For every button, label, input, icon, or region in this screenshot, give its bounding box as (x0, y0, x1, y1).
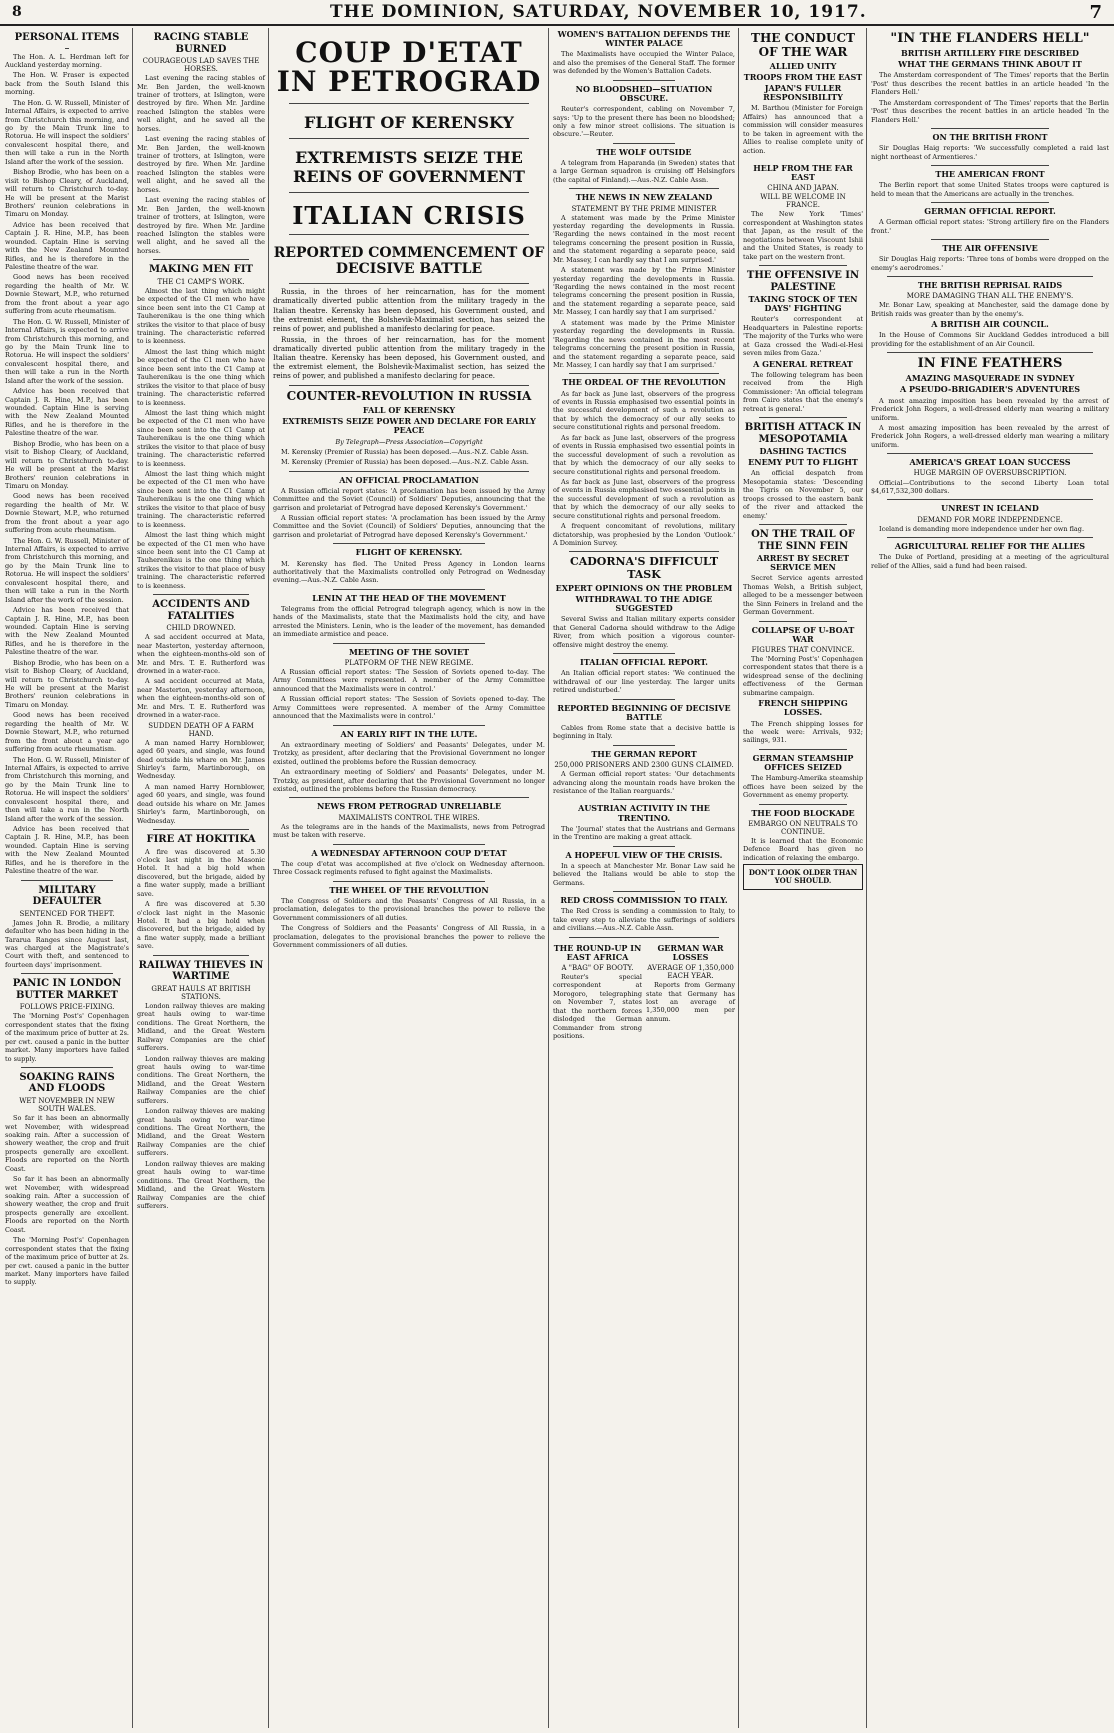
article-text: As far back as June last, observers of the progress of events in Russia emphasised two essential points in the successful development of such a revolution as that by which the democracy of our ally seeks to secure constitutional rights and personal freedom. (553, 477, 735, 520)
subheadline: 250,000 PRISONERS AND 2300 GUNS CLAIMED. (554, 761, 734, 770)
subheadline: ALLIED UNITY (769, 60, 837, 71)
subheadline: PLATFORM OF THE NEW REGIME. (344, 658, 474, 667)
divider (289, 283, 529, 284)
masthead (0, 0, 1114, 26)
article-text: The Congress of Soldiers and the Peasants' Congress of All Russia, in a proclamation, delegates to the provisional branches the power to relieve the Government commissioners of all duties. (273, 924, 545, 949)
column-rule (268, 28, 269, 1728)
article-text: A most amazing imposition has been revealed by the arrest of Frederick John Rogers, a well-dressed elderly man wearing a military uniform. (871, 423, 1109, 449)
divider (289, 192, 529, 193)
article-text: The 'Morning Post's' Copenhagen correspondent states that there is a widespread sense of the declining effectiveness of the German submarine campaign. (743, 655, 863, 697)
article-text: Reuter's correspondent, cabling on November 7, says: 'Up to the present there has been no bloodshed; only a few minor street collisions. The situation is obscure.'—Reuter. (553, 105, 735, 139)
column-rule (738, 28, 739, 1728)
subheadline: THE NEWS IN NEW ZEALAND (575, 192, 713, 203)
article-text: The Duke of Portland, presiding at a meeting of the agricultural relief of the Allies, said a fund had been raised. (871, 553, 1109, 570)
article-text: The Congress of Soldiers and the Peasants' Congress of All Russia, in a proclamation, delegates to the provisional branches the power to relieve the Government commissioners of all duties. (273, 896, 545, 922)
subheadline: WOMEN'S BATTALION DEFENDS THE WINTER PALACE (557, 29, 731, 49)
article-text: As far back as June last, observers of the progress of events in Russia emphasised two essential points in the successful development of such a revolution as that by which the democracy of our ally seeks to secure constitutional rights and personal freedom. (553, 389, 735, 432)
article-text: Almost the last thing which might be expected of the C1 men who have since been sent into the C1 Camp at Tauherenikau is the one thing which strikes the visitor to that place of busy training. The characteristic referred to is keenness. (137, 408, 265, 468)
subheadline: A HOPEFUL VIEW OF THE CRISIS. (565, 849, 723, 860)
subheadline: FOLLOWS PRICE-FIXING. (19, 1003, 115, 1012)
divider (613, 745, 675, 746)
divider (613, 80, 675, 81)
article-text: A sad accident occurred at Mata, near Masterton, yesterday afternoon, when the eighteen-months-old son of Mr. and Mrs. T. E. Rutherford was drowned in a water-race. (137, 677, 265, 720)
subheadline: CHINA AND JAPAN. (767, 184, 839, 193)
article-text: It is learned that the Economic Defence Board has given no indication of relaxing the embargo. (743, 836, 863, 862)
divider (153, 829, 249, 830)
article-text: The Amsterdam correspondent of 'The Times' reports that the Berlin 'Post' thus describes the recent battles in an article headed 'In the Flanders Hell.' (871, 98, 1109, 124)
article-text: A Russian official report states: 'The Session of Soviets opened to-day. The Army Committees were represented. A member of the Army Committee announced that the Maximalists were in control.' (273, 667, 545, 693)
article-text: Iceland is demanding more independence under her own flag. (879, 524, 1085, 533)
subheadline: BRITISH ARTILLERY FIRE DESCRIBED (901, 47, 1079, 58)
subheadline: UNREST IN ICELAND (941, 503, 1039, 514)
article-text: The 'Journal' states that the Austrians and Germans in the Trentino are making a great attack. (553, 824, 735, 842)
subheadline: COLLAPSE OF U-BOAT WAR (751, 624, 855, 644)
article-text: Secret Service agents arrested Thomas Welsh, a British subject, alleged to be a messenger between the Sinn Feiners in Ireland and the German Government. (743, 574, 863, 617)
column-rule (548, 28, 549, 1728)
divider (65, 48, 69, 49)
article-text: A Russian official report states: 'The Session of Soviets opened to-day. The Army Committees were represented. A member of the Army Committee announced that the Maximalists were in control.' (273, 695, 545, 721)
article-text: So far it has been an abnormally wet November, with widespread soaking rain. After a succession of showery weather, the crop and fruit prospects generally are excellent. Floods are reported on the North Coast. (5, 1175, 129, 1234)
article-text: Good news has been received regarding the health of Mr. W. Downie Stewart, M.P., who returned from the front about a year ago suffering from acute rheumatism. (5, 273, 129, 316)
subheadline: GREAT HAULS AT BRITISH STATIONS. (151, 984, 251, 1001)
lead-text: Russia, in the throes of her reincarnation, has for the moment dramatically diverted public attention from the military tragedy in the Italian theatre. Kerensky has been deposed, his Government ousted, and the extremist element, the Bolshevik-Maximalist section, has seized the reins of power, and published a manifesto declaring for peace. (273, 335, 545, 381)
lead-text: Russia, in the throes of her reincarnation, has for the moment dramatically diverted public attention from the military tragedy in the Italian theatre. Kerensky has been deposed, his Government ousted, and the extremist element, the Bolshevik-Maximalist section, has seized the reins of power, and published a manifesto declaring for peace. (273, 288, 545, 333)
subheadline: FLIGHT OF KERENSKY. (355, 547, 463, 558)
article-text: A German official report states: 'Strong artillery fire on the Flanders front.' (871, 218, 1109, 235)
subheadline: THE ORDEAL OF THE REVOLUTION (562, 377, 726, 388)
divider (613, 799, 675, 800)
article-text: A man named Harry Hornblower, aged 60 years, and single, was found dead outside his whare on Mr. James Shirley's farm, Martinborough, on Wednesday. (137, 738, 265, 781)
divider (887, 276, 1093, 277)
subheadline: EMBARGO ON NEUTRALS TO CONTINUE. (748, 819, 858, 836)
article-text: The 'Morning Post's' Copenhagen correspondent states that the fixing of the maximum price of butter at 2s. per cwt. caused a panic in the butter market. Many importers have failed to supply. (5, 1236, 129, 1287)
article-text: A statement was made by the Prime Minister yesterday regarding the developments in Russia. 'Regarding the news contained in the most recent telegrams concerning the present position in Russia, and the statement regarding a separate peace, said Mr. Massey, I can hardly say that I am surprised.' (553, 266, 735, 317)
subheadline: WITHDRAWAL TO THE ADIGE SUGGESTED (575, 593, 713, 614)
article-text: Official—Contributions to the second Liberty Loan total $4,617,532,300 dollars. (871, 478, 1109, 495)
subheadline: ITALIAN OFFICIAL REPORT. (580, 657, 708, 668)
article-text: Almost the last thing which might be expected of the C1 men who have since been sent into the C1 Camp at Tauherenikau is the one thing which strikes the visitor to that place of busy training. The characteristic referred to is keenness. (137, 531, 265, 590)
article-text: In a speech at Manchester Mr. Bonar Law said he believed the Italians would be able to stop the Germans. (553, 861, 735, 887)
article-text: The Hon. G. W. Russell, Minister of Internal Affairs, is expected to arrive from Christchurch this morning, and go by the Main Trunk line to Rotorua. He will inspect the soldiers' convalescent hospital there, and then will take a run in the North Island after the work of the session. (5, 98, 129, 166)
article-text: An extraordinary meeting of Soldiers' and Peasants' Delegates, under M. Trotzky, as president, after declaring that the Provisional Government no longer existed, outlined the problems before the Russian democracy. (273, 768, 545, 793)
divider (289, 103, 529, 104)
divider (931, 239, 1049, 240)
divider (153, 594, 249, 595)
article-text: Mr. Bonar Law, speaking at Manchester, said the damage done by British raids was greater than by the enemy's. (871, 301, 1109, 318)
article-text: The New York 'Times' correspondent at Washington states that Japan, as the result of the negotiations between Viscount Ishii and the United States, is ready to take part on the western front. (743, 210, 863, 261)
headline-fire-hokitika: FIRE AT HOKITIKA (146, 834, 256, 846)
column-6 (868, 28, 1112, 1728)
divider (289, 471, 529, 472)
subheadline: DEMAND FOR MORE INDEPENDENCE. (917, 515, 1063, 524)
divider (333, 881, 485, 882)
divider (887, 499, 1093, 500)
article-text: A man named Harry Hornblower, aged 60 years, and single, was found dead outside his whare on Mr. James Shirley's farm, Martinborough, on Wednesday. (137, 782, 265, 825)
subheadline: NO BLOODSHED—SITUATION OBSCURE. (575, 83, 713, 103)
article-text: As the telegrams are in the hands of the Maximalists, news from Petrograd must be taken with reserve. (273, 822, 545, 840)
divider (613, 143, 675, 144)
divider (153, 955, 249, 956)
subheadline: THE C1 CAMP'S WORK. (157, 277, 245, 286)
divider (569, 551, 719, 552)
article-text: Advice has been received that Captain J. R. Hine, M.P., has been wounded. Captain Hine is serving with the New Zealand Mounted Rifles, and he is therefore in the Palestine theatre of the war. (5, 387, 129, 438)
subheadline: SENTENCED FOR THEFT. (19, 909, 115, 918)
article-text: M. Kerensky has fled. The United Press Agency in London learns authoritatively that the Maximalists controlled only Petrograd on Wednesday evening.—Aus.-N.Z. Cable Assn. (273, 559, 545, 585)
divider (613, 846, 675, 847)
article-text: The Maximalists have occupied the Winter Palace, and also the premises of the General Staff. The former was defended by the Women's Battalion Cadets. (553, 50, 735, 76)
divider (887, 537, 1093, 538)
article-text: The coup d'etat was accomplished at five o'clock on Wednesday afternoon. Three Cossack regiments refused to fight against the Maximalists. (273, 859, 545, 877)
article-text: In the House of Commons Sir Auckland Geddes introduced a bill providing for the establishment of an Air Council. (871, 331, 1109, 348)
article-text: Advice has been received that Captain J. R. Hine, M.P., has been wounded. Captain Hine is serving with the New Zealand Mounted Rifles, and he is therefore in the Palestine theatre of the war. (5, 606, 129, 657)
divider (759, 621, 847, 622)
headline-personal-items: PERSONAL ITEMS (14, 32, 120, 43)
article-text: The Hon. W. Fraser is expected back from the South Island this morning. (5, 71, 129, 97)
subheadline: THE WHEEL OF THE REVOLUTION (329, 884, 489, 895)
article-text: The 'Morning Post's' Copenhagen correspondent states that the fixing of the maximum price of butter at 2s. per cwt. caused a panic in the butter market. Many importers have failed to supply. (5, 1012, 129, 1063)
column-rule (132, 28, 133, 1728)
headline-sinn-fein: ON THE TRAIL OF THE SINN FEIN (751, 529, 855, 552)
article-text: The French shipping losses for the week were: Arrivals, 932; sailings, 931. (743, 719, 863, 745)
subheadline: MEETING OF THE SOVIET (348, 646, 470, 657)
divider (333, 643, 485, 644)
article-text: So far it has been an abnormally wet November, with widespread soaking rain. After a succession of showery weather, the crop and fruit prospects generally are excellent. Floods are reported on the North Coast. (5, 1114, 129, 1173)
article-text: Reuter's special correspondent at Morogoro, telegraphing on November 7, states that the northern forces dislodged the German Commander from strong positions. (553, 973, 642, 1041)
headline-railway-thieves: RAILWAY THIEVES IN WARTIME (138, 959, 264, 983)
headline-military-defaulter: MILITARY DEFAULTER (32, 884, 102, 908)
article-text: Several Swiss and Italian military experts consider that General Cadorna should withdraw to the Adige River, from which position a vigorous counter-offensive might destroy the enemy. (553, 615, 735, 649)
column-2 (134, 28, 268, 1728)
subheadline: ARREST BY SECRET SERVICE MEN (756, 553, 850, 573)
article-text: Sir Douglas Haig reports: 'Three tons of bombs were dropped on the enemy's aerodromes.' (871, 255, 1109, 272)
divider (613, 891, 675, 892)
divider (931, 128, 1049, 129)
article-text: The Red Cross is sending a commission to Italy, to take every step to alleviate the sufferings of soldiers and civilians.—Aus.-N.Z. Cable Assn. (553, 907, 735, 933)
article-text: A Russian official report states: 'A proclamation has been issued by the Army Committee and the Soviet (Council) of Soldiers' Deputies, announcing that the garrison and proletariat of Petrograd have deposed Kerensky's Government.' (273, 486, 545, 512)
article-text: The Amsterdam correspondent of 'The Times' reports that the Berlin 'Post' thus describes the recent battles in an article headed 'In the Flanders Hell.' (871, 71, 1109, 97)
subheadline: AMAZING MASQUERADE IN SYDNEY (905, 373, 1075, 384)
article-text: London railway thieves are making great hauls owing to war-time conditions. The Great Northern, the Midland, and the Great Western Railway Companies are the chief sufferers. (137, 1107, 265, 1158)
article-text: Reports from Germany state that Germany has lost an average of 1,350,000 men per annum. (646, 981, 735, 1023)
subheadline: COURAGEOUS LAD SAVES THE HORSES. (142, 57, 260, 74)
divider (569, 373, 719, 374)
subheadline: TROOPS FROM THE EAST (743, 71, 863, 82)
divider (153, 259, 249, 260)
divider (887, 453, 1093, 454)
subheadline: A "BAG" OF BOOTY. (561, 964, 634, 972)
divider (21, 880, 113, 881)
article-text: Advice has been received that Captain J. R. Hine, M.P., has been wounded. Captain Hine is serving with the New Zealand Mounted Rifles, and he is therefore in the Palestine theatre of the war. (5, 220, 129, 271)
subheadline: AN OFFICIAL PROCLAMATION (339, 474, 479, 485)
divider (931, 202, 1049, 203)
subheadline: EXTREMISTS SEIZE POWER AND DECLARE FOR EARLY PEACE (282, 416, 536, 436)
article-text: Bishop Brodie, who has been on a visit to Bishop Cleary, of Auckland, will return to Christchurch to-day. He will be present at the Marist Brothers' reunion celebrations in Timaru on Monday. (5, 658, 129, 709)
headline-accidents: ACCIDENTS AND FATALITIES (152, 599, 250, 622)
subheadline: CHILD DROWNED. (166, 624, 236, 633)
headline-making-men-fit: MAKING MEN FIT (149, 264, 253, 276)
subheadline: THE WOLF OUTSIDE (596, 146, 692, 157)
article-text: The Hon. G. W. Russell, Minister of Internal Affairs, is expected to arrive from Christchurch this morning, and go by the Main Trunk line to Rotorua. He will inspect the soldiers' convalescent hospital there, and then will take a run in the North Island after the work of the session. (5, 755, 129, 823)
article-text: A statement was made by the Prime Minister yesterday regarding the developments in Russia. 'Regarding the news contained in the most recent telegrams concerning the present position in Russia, and the statement regarding a separate peace, said Mr. Massey, I can hardly say that I am surprised.' (553, 213, 735, 264)
column-1 (2, 28, 132, 1728)
divider (759, 804, 847, 805)
divider (759, 417, 847, 418)
subheadline: NEWS FROM PETROGRAD UNRELIABLE (316, 801, 502, 812)
subheadline: THE ROUND-UP IN EAST AFRICA (553, 942, 642, 962)
divider (289, 797, 529, 798)
headline-coup-detat: COUP D'ETAT IN PETROGRAD (276, 36, 542, 99)
article-text: The Hon. G. W. Russell, Minister of Internal Affairs, is expected to arrive from Christchurch this morning, and go by the Main Trunk line to Rotorua. He will inspect the soldiers' convalescent hospital there, and then will take a run in the North Island after the work of the session. (5, 317, 129, 385)
headline-counter-revolution: COUNTER-REVOLUTION IN RUSSIA (286, 389, 532, 404)
divider (759, 749, 847, 750)
divider (333, 543, 485, 544)
subheadline: GERMAN STEAMSHIP OFFICES SEIZED (752, 752, 854, 773)
subheadline: RED CROSS COMMISSION TO ITALY. (560, 895, 728, 906)
column-4 (550, 28, 738, 1728)
subheadline: LENIN AT THE HEAD OF THE MOVEMENT (312, 592, 506, 603)
ad-text: DON'T LOOK OLDER THAN YOU SHOULD. (748, 868, 858, 886)
article-text: Reuter's correspondent at Headquarters in Palestine reports: 'The majority of the Turks who were at Gaza crossed the Wadi-el-Hesi seven miles from Gaza.' (743, 315, 863, 358)
column-3 (270, 28, 548, 1728)
subheadline: SUDDEN DEATH OF A FARM HAND. (148, 721, 254, 738)
article-text: An official despatch from Mesopotamia states: 'Descending the Tigris on November 5, our troops crossed to the eastern bank of the river and attacked the enemy.' (743, 469, 863, 520)
article-text: Almost the last thing which might be expected of the C1 men who have since been sent into the C1 Camp at Tauherenikau is the one thing which strikes the visitor to that place of busy training. The characteristic referred to is keenness. (137, 286, 265, 346)
article-text: London railway thieves are making great hauls owing to war-time conditions. The Great Northern, the Midland, and the Great Western Railway Companies are the chief sufferers. (137, 1159, 265, 1210)
subheadline: MAXIMALISTS CONTROL THE WIRES. (338, 813, 480, 822)
headline-panic-butter: PANIC IN LONDON BUTTER MARKET (12, 978, 122, 1001)
subheadline: THE BRITISH REPRISAL RAIDS (917, 280, 1063, 291)
headline-extremists: EXTREMISTS SEIZE THE REINS OF GOVERNMENT (293, 148, 525, 186)
subheadline: AN EARLY RIFT IN THE LUTE. (340, 728, 478, 739)
article-text: M. Kerensky (Premier of Russia) has been deposed.—Aus.-N.Z. Cable Assn. (281, 447, 529, 456)
headline-cadorna: CADORNA'S DIFFICULT TASK (569, 555, 719, 582)
article-german-losses (646, 942, 735, 1043)
article-text: A frequent concomitant of revolutions, military dictatorship, was prophesied by the London 'Outlook.' A Dominion Survey. (553, 522, 735, 548)
headline-soaking-rains: SOAKING RAINS AND FLOODS (19, 1071, 115, 1095)
divider (333, 589, 485, 590)
article-text: Last evening the racing stables of Mr. Ben Jarden, the well-known trainer of trotters, at Islington, were destroyed by fire. When Mr. Jardine reached Islington the stables were well alight, and he saved all the horses. (137, 74, 265, 133)
divider (21, 973, 113, 974)
advertisement (743, 864, 863, 890)
subheadline: DASHING TACTICS (759, 446, 847, 457)
divider (333, 725, 485, 726)
divider (613, 699, 675, 700)
column-5 (740, 28, 866, 1728)
subheadline: ENEMY PUT TO FLIGHT (748, 457, 858, 468)
subheadline: HUGE MARGIN OF OVERSUBSCRIPTION. (913, 469, 1067, 478)
subheadline: GERMAN OFFICIAL REPORT. (924, 206, 1056, 217)
article-text: Cables from Rome state that a decisive battle is beginning in Italy. (553, 723, 735, 741)
subheadline: WHAT THE GERMANS THINK ABOUT IT (898, 59, 1082, 70)
subheadline: A GENERAL RETREAT (753, 358, 853, 369)
headline-fine-feathers: IN FINE FEATHERS (917, 356, 1063, 372)
divider (289, 138, 529, 139)
subheadline: MORE DAMAGING THAN ALL THE ENEMY'S. (906, 292, 1074, 301)
subheadline: JAPAN'S FULLER RESPONSIBILITY (763, 82, 843, 103)
article-text: M. Kerensky (Premier of Russia) has been deposed.—Aus.-N.Z. Cable Assn. (281, 458, 529, 467)
subheadline: A PSEUDO-BRIGADIER'S ADVENTURES (899, 384, 1081, 395)
headline-offensive-palestine: THE OFFENSIVE IN PALESTINE (746, 270, 860, 293)
article-text: The following telegram has been received from the High Commissioner: 'An official telegram from Cairo states that the enemy's retreat is general.' (743, 370, 863, 413)
subheadline: FIGURES THAT CONVINCE. (751, 645, 855, 654)
article-text: A fire was discovered at 5.30 o'clock last night in the Masonic Hotel. It had a big hold when discovered, but the brigade, aided by a fine water supply, made a brilliant save. (137, 847, 265, 898)
article-text: James John R. Brodie, a military defaulter who has been hiding in the Tararua Ranges since August last, was charged at the Magistrate's Court with theft, and sentenced to fourteen days' imprisonment. (5, 918, 129, 969)
subheadline: ON THE BRITISH FRONT (932, 131, 1048, 142)
column-rule (866, 28, 867, 1728)
article-text: London railway thieves are making great hauls owing to war-time conditions. The Great Northern, the Midland, and the Great Western Railway Companies are the chief sufferers. (137, 1054, 265, 1105)
article-text: A German official report states: 'Our detachments advancing along the mountain roads have broken the resistance of the Italian rearguards.' (553, 770, 735, 795)
article-text: Almost the last thing which might be expected of the C1 men who have since been sent into the C1 Camp at Tauherenikau is the one thing which strikes the visitor to that place of busy training. The characteristic referred to is keenness. (137, 347, 265, 407)
headline-racing-stable: RACING STABLE BURNED (153, 32, 249, 55)
headline-reported-commencement: REPORTED COMMENCEMENT OF DECISIVE BATTLE (273, 245, 545, 278)
headline-conduct-war: THE CONDUCT OF THE WAR (751, 31, 855, 59)
subheadline: TAKING STOCK OF TEN DAYS' FIGHTING (748, 294, 858, 314)
article-text: A most amazing imposition has been revealed by the arrest of Frederick John Rogers, a well-dressed elderly man wearing a military uniform. (871, 396, 1109, 422)
article-text: A fire was discovered at 5.30 o'clock last night in the Masonic Hotel. It had a big hold when discovered, but the brigade, aided by a fine water supply, made a brilliant save. (137, 900, 265, 951)
article-text: The Berlin report that some United States troops were captured is held to mean that the Americans are actually in the trenches. (871, 181, 1109, 198)
subheadline: THE AIR OFFENSIVE (942, 243, 1038, 254)
article-roundup (553, 942, 642, 1043)
divider (569, 937, 719, 938)
page-number-left: 8 (12, 4, 22, 20)
article-text: Good news has been received regarding the health of Mr. W. Downie Stewart, M.P., who returned from the front about a year ago suffering from acute rheumatism. (5, 492, 129, 535)
divider (569, 188, 719, 189)
newspaper-title: THE DOMINION, SATURDAY, NOVEMBER 10, 1917. (330, 2, 867, 22)
divider (759, 265, 847, 266)
subheadline: THE FOOD BLOCKADE (751, 807, 855, 818)
article-text: Bishop Brodie, who has been on a visit to Bishop Cleary, of Auckland, will return to Christchurch to-day. He will be present at the Marist Brothers' reunion celebrations in Timaru on Monday. (5, 439, 129, 490)
article-text: M. Barthou (Minister for Foreign Affairs) has announced that a commission will consider measures to be taken in agreement with the Allies to realise complete unity of action. (743, 104, 863, 155)
divider (333, 844, 485, 845)
divider (887, 352, 1093, 353)
article-text: The Hon. G. W. Russell, Minister of Internal Affairs, is expected to arrive from Christchurch this morning, and go by the Main Trunk line to Rotorua. He will inspect the soldiers' convalescent hospital there, and then will take a run in the North Island after the work of the session. (5, 536, 129, 604)
article-text: A statement was made by the Prime Minister yesterday regarding the developments in Russia. 'Regarding the news contained in the most recent telegrams concerning the present position in Russia, and the statement regarding a separate peace, said Mr. Massey, I can hardly say that I am surprised.' (553, 318, 735, 369)
subheadline: STATEMENT BY THE PRIME MINISTER (571, 204, 717, 213)
article-text: The Hon. A. L. Herdman left for Auckland yesterday morning. (5, 52, 129, 69)
subheadline: REPORTED BEGINNING OF DECISIVE BATTLE (557, 702, 731, 722)
article-text: Last evening the racing stables of Mr. Ben Jarden, the well-known trainer of trotters, at Islington, were destroyed by fire. When Mr. Jardine reached Islington the stables were well alight, and he saved all the horses. (137, 196, 265, 255)
subheadline: GERMAN WAR LOSSES (657, 942, 724, 962)
divider (289, 385, 529, 386)
article-text: Almost the last thing which might be expected of the C1 men who have since been sent into the C1 Camp at Tauherenikau is the one thing which strikes the visitor to that place of busy training. The characteristic referred to is keenness. (137, 470, 265, 529)
page-number-right: 7 (1089, 2, 1102, 23)
subheadline: AMERICA'S GREAT LOAN SUCCESS (909, 457, 1071, 468)
headline-flight-kerensky: FLIGHT OF KERENSKY (304, 112, 514, 132)
subheadline: HELP FROM THE FAR EAST (753, 162, 853, 183)
subheadline: AUSTRIAN ACTIVITY IN THE TRENTINO. (578, 803, 710, 823)
divider (759, 524, 847, 525)
headline-flanders-hell: "IN THE FLANDERS HELL" (890, 31, 1090, 46)
article-text: A telegram from Haparanda (in Sweden) states that a large German squadron is cruising off Helsingfors (the capital of Finland).—Aus.-N.Z. Cable Assn. (553, 159, 735, 184)
subheadline: A BRITISH AIR COUNCIL. (931, 319, 1049, 330)
article-text: The Hamburg-Amerika steamship offices have been seized by the Government as enemy property. (743, 774, 863, 800)
article-text: Sir Douglas Haig reports: 'We successfully completed a raid last night northeast of Armentieres.' (871, 144, 1109, 161)
article-text: Bishop Brodie, who has been on a visit to Bishop Cleary, of Auckland, will return to Christchurch to-day. He will be present at the Marist Brothers' reunion celebrations in Timaru on Monday. (5, 168, 129, 219)
subheadline: WILL BE WELCOME IN FRANCE. (760, 193, 846, 210)
headline-italian-crisis: ITALIAN CRISIS (292, 200, 526, 230)
subheadline: A WEDNESDAY AFTERNOON COUP D'ETAT (311, 847, 507, 858)
article-text: An Italian official report states: 'We continued the withdrawal of our line yesterday. The larger units retired undisturbed.' (553, 669, 735, 695)
divider (289, 234, 529, 235)
article-text: Last evening the racing stables of Mr. Ben Jarden, the well-known trainer of trotters, at Islington, were destroyed by fire. When Mr. Jardine reached Islington the stables were well alight, and he saved all the horses. (137, 135, 265, 194)
article-text: Good news has been received regarding the health of Mr. W. Downie Stewart, M.P., who returned from the front about a year ago suffering from acute rheumatism. (5, 711, 129, 754)
article-text: A Russian official report states: 'A proclamation has been issued by the Army Committee and the Soviet (Council) of Soldiers' Deputies, announcing that the garrison and proletariat of Petrograd have deposed Kerensky's Government.' (273, 514, 545, 539)
divider (613, 653, 675, 654)
divider (21, 1067, 113, 1068)
subheadline: THE GERMAN REPORT (591, 748, 697, 759)
article-text: London railway thieves are making great hauls owing to war-time conditions. The Great Northern, the Midland, and the Great Western Railway Companies are the chief sufferers. (137, 1001, 265, 1053)
dateline: By Telegraph—Press Association—Copyright (335, 437, 483, 446)
bottom-row (553, 942, 735, 1043)
article-text: A sad accident occurred at Mata, near Masterton, yesterday afternoon, when the eighteen-months-old son of Mr. and Mrs. T. E. Rutherford was drowned in a water-race. (137, 633, 265, 675)
subheadline: EXPERT OPINIONS ON THE PROBLEM (555, 582, 733, 593)
article-text: Advice has been received that Captain J. R. Hine, M.P., has been wounded. Captain Hine is serving with the New Zealand Mounted Rifles, and he is therefore in the Palestine theatre of the war. (5, 825, 129, 876)
subheadline: FRENCH SHIPPING LOSSES. (758, 698, 848, 718)
subheadline: AVERAGE OF 1,350,000 EACH YEAR. (647, 964, 734, 981)
subheadline: FALL OF KERENSKY (362, 405, 456, 416)
subheadline: WET NOVEMBER IN NEW SOUTH WALES. (19, 1096, 115, 1114)
article-text: As far back as June last, observers of the progress of events in Russia emphasised two essential points in the successful development of such a revolution as that by which the democracy of our ally seeks to secure constitutional rights and personal freedom. (553, 433, 735, 476)
divider (931, 165, 1049, 166)
article-text: Telegrams from the official Petrograd telegraph agency, which is now in the hands of the Maximalists, state that the Maximalists hold the city, and have arrested the Ministers. Lenin, who is the leader of the movement, has demanded an immediate armistice and peace. (273, 605, 545, 639)
article-text: An extraordinary meeting of Soldiers' and Peasants' Delegates, under M. Trotzky, as president, after declaring that the Provisional Government no longer existed, outlined the problems before the Russian democracy. (273, 740, 545, 766)
subheadline: THE AMERICAN FRONT (935, 169, 1045, 179)
subheadline: AGRICULTURAL RELIEF FOR THE ALLIES (894, 541, 1086, 552)
headline-mesopotamia: BRITISH ATTACK IN MESOPOTAMIA (744, 422, 862, 445)
